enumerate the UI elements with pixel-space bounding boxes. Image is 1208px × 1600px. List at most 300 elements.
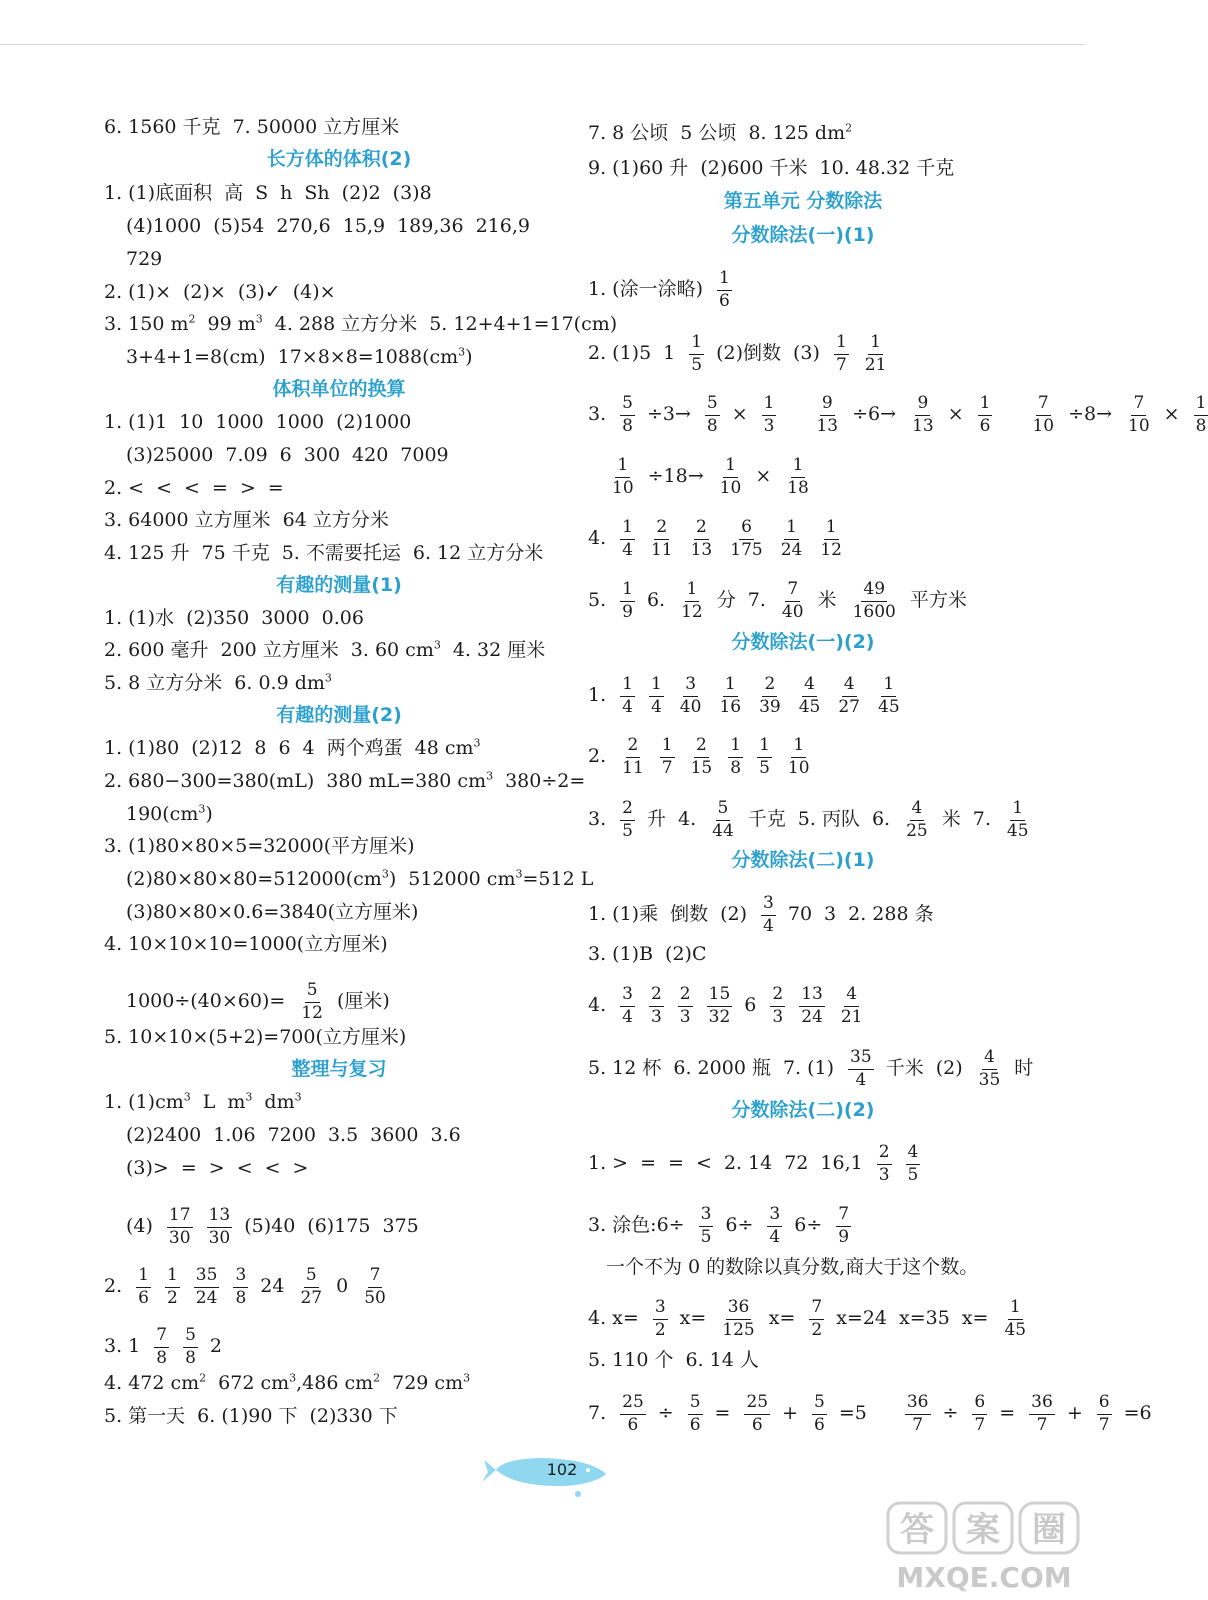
answer-text: 2. 288 条 <box>848 903 934 926</box>
fraction <box>610 456 636 498</box>
fraction <box>620 799 635 841</box>
answer-text: 6. 2000 瓶 <box>673 1057 771 1080</box>
answer-text: (2)12 <box>191 737 243 759</box>
denominator: 6 <box>719 290 730 311</box>
answer-text: Sh <box>304 182 330 204</box>
section-heading: 有趣的测量(2) <box>276 704 402 726</box>
numerator: 1 <box>717 269 732 291</box>
answer-line <box>588 799 1031 841</box>
denominator: 6 <box>689 1414 701 1435</box>
section-heading: 分数除法(二)(1) <box>731 849 875 871</box>
answer-text: 2. < <box>104 477 145 499</box>
denominator: 3 <box>763 415 775 436</box>
answer-line <box>104 1407 398 1426</box>
fraction <box>717 675 743 717</box>
answer-text: ÷ <box>657 1402 674 1425</box>
answer-line <box>588 1048 1033 1090</box>
answer-line <box>588 333 888 375</box>
fraction <box>620 985 635 1027</box>
fraction <box>905 1393 931 1435</box>
answer-text: 2. 600 毫升 <box>104 639 209 661</box>
numerator: 1 <box>791 736 806 758</box>
denominator: 10 <box>612 477 634 498</box>
answer-text: 729 <box>126 248 163 270</box>
answer-text: + <box>782 1402 799 1425</box>
denominator: 13 <box>912 415 934 436</box>
answer-text: = <box>267 477 284 499</box>
numerator: 17 <box>167 1206 193 1228</box>
watermark-char-1: 答 <box>900 1510 934 1550</box>
answer-text: 3. 1 <box>104 1335 141 1358</box>
answer-text: 平方米 <box>909 589 967 612</box>
fraction <box>779 518 805 560</box>
answer-line <box>104 1326 222 1368</box>
fraction <box>757 675 783 717</box>
fraction <box>836 675 862 717</box>
numerator: 1 <box>1008 1298 1023 1320</box>
answer-text: (厘米) <box>336 990 390 1013</box>
answer-text: x=24 <box>836 1307 888 1330</box>
section-heading: 分数除法(一)(2) <box>731 631 875 653</box>
answer-text: 6. 1560 千克 <box>104 116 221 138</box>
answer-text: 6. <box>871 808 891 831</box>
answer-text: 380 mL=380 $cm^3$ <box>326 769 494 792</box>
answer-text: 48 $cm^3$ <box>414 736 481 759</box>
numerator: 7 <box>809 1298 824 1320</box>
numerator: 1 <box>834 333 849 355</box>
answer-text: = <box>714 1402 731 1425</box>
answer-text: 380÷2= <box>505 770 586 792</box>
denominator: 15 <box>690 757 713 778</box>
denominator: 11 <box>650 539 673 560</box>
answer-text: < <box>236 1157 253 1179</box>
answer-line <box>104 312 618 335</box>
answer-text: $(2)80\times 80\times 80=512000(cm^3)$ <box>126 867 397 890</box>
answer-text: 6. 0.9 $dm^3$ <box>234 671 332 694</box>
answer-text: h <box>280 182 293 204</box>
numerator: 2 <box>654 518 669 540</box>
answer-text: 5. 8 立方分米 <box>104 672 223 694</box>
answer-text: $17\times 8\times 8=1088(cm^3)$ <box>277 345 473 368</box>
answer-text: 7. <box>972 808 991 831</box>
denominator: 45 <box>1004 1319 1027 1340</box>
fraction <box>1126 394 1152 436</box>
fraction <box>910 394 936 436</box>
answer-text: > <box>239 477 256 499</box>
section-heading: 分数除法(二)(2) <box>731 1099 875 1121</box>
denominator: 2 <box>166 1287 178 1308</box>
answer-line <box>588 1298 1028 1340</box>
denominator: 18 <box>787 477 809 498</box>
answer-text: 7. 50000 立方厘米 <box>232 116 400 138</box>
numerator: 6 <box>739 518 754 540</box>
answer-text: 75 千克 <box>201 542 270 564</box>
answer-text: 3.6 <box>430 1124 461 1146</box>
answer-text: 6. (1)90 下 <box>197 1405 298 1427</box>
denominator: 5 <box>691 354 703 375</box>
fraction <box>1002 1298 1028 1340</box>
answer-text: 千克 <box>747 808 786 831</box>
fraction <box>762 394 777 436</box>
watermark-logo <box>882 1499 1087 1594</box>
answer-text: 1. (1)80 <box>104 737 180 759</box>
answer-text: 倒数 <box>670 903 709 926</box>
denominator: 10 <box>719 477 742 498</box>
answer-line <box>104 413 411 432</box>
numerator: 15 <box>707 985 733 1007</box>
answer-text: 分 <box>716 589 736 612</box>
numerator: 1 <box>1194 394 1208 416</box>
numerator: 1 <box>649 675 664 697</box>
denominator: 175 <box>730 539 763 560</box>
fraction <box>780 580 806 622</box>
watermark-char-3: 圈 <box>1032 1510 1066 1550</box>
answer-text: 189,36 <box>397 215 464 237</box>
answer-text: (2)350 <box>186 607 250 629</box>
answer-text: = <box>640 1152 657 1175</box>
answer-line <box>126 250 162 269</box>
answer-text: (3) <box>793 342 820 365</box>
numerator: 1 <box>620 675 635 697</box>
numerator: 1 <box>881 675 896 697</box>
answer-text: 7. 8 公顷 <box>588 122 669 144</box>
denominator: 45 <box>1006 820 1029 841</box>
answer-line <box>104 736 481 759</box>
numerator: 2 <box>877 1143 892 1165</box>
fraction <box>757 736 772 778</box>
denominator: 10 <box>1032 415 1055 436</box>
fraction <box>972 1393 987 1435</box>
denominator: 5 <box>622 820 633 841</box>
fraction <box>1029 1393 1055 1435</box>
answer-line <box>104 1371 471 1394</box>
answer-text: (4)× <box>292 281 336 303</box>
answer-line <box>588 985 864 1027</box>
answer-text: 1. (1)1 <box>104 411 168 433</box>
denominator: 13 <box>690 539 713 560</box>
answer-text: 2 <box>209 1335 223 1358</box>
answer-text: 4. 288 立方分米 <box>274 313 418 335</box>
answer-text: 7.09 <box>225 444 268 466</box>
fraction <box>620 1393 646 1435</box>
answer-line <box>104 1028 406 1047</box>
fraction <box>744 1393 770 1435</box>
answer-line <box>126 802 213 825</box>
fraction <box>978 394 993 436</box>
fraction <box>298 1266 324 1308</box>
fraction <box>299 981 325 1023</box>
fraction <box>167 1206 193 1248</box>
numerator: 35 <box>848 1048 874 1070</box>
answer-text: $190(cm^3)$ <box>126 802 213 825</box>
fraction <box>620 675 635 717</box>
watermark-char-2: 案 <box>966 1510 1000 1550</box>
numerator: 1 <box>784 518 799 540</box>
denominator: 7 <box>835 354 847 375</box>
fraction <box>649 518 675 560</box>
answer-text: 5. 12+4+1=17(cm) <box>429 313 618 335</box>
numerator: 9 <box>820 394 835 416</box>
numerator: 1 <box>791 456 806 478</box>
answer-text: × <box>731 403 748 426</box>
answer-line <box>126 1206 419 1248</box>
numerator: 3 <box>699 1205 714 1227</box>
answer-text: (4)1000 <box>126 215 202 237</box>
answer-text: S <box>255 182 269 204</box>
numerator: 1 <box>757 736 772 758</box>
answer-text: (3)80×80×0.6=3840(立方厘米) <box>126 901 419 923</box>
section-heading: 体积单位的换算 <box>272 378 406 400</box>
fraction <box>233 1266 248 1308</box>
answer-text: 高 <box>224 182 244 204</box>
answer-text: (2)600 千米 <box>700 157 808 179</box>
answer-text: 3 <box>824 903 837 926</box>
answer-text: 时 <box>1014 1057 1034 1080</box>
numerator: 6 <box>972 1393 987 1415</box>
section-heading: 长方体的体积(2) <box>266 148 412 170</box>
denominator: 9 <box>622 601 633 622</box>
answer-text: 1000 <box>215 411 264 433</box>
answer-line <box>126 867 594 890</box>
denominator: 12 <box>681 601 703 622</box>
fraction <box>689 518 715 560</box>
answer-text: < <box>264 1157 281 1179</box>
answer-line <box>588 1143 920 1185</box>
denominator: 6 <box>138 1287 149 1308</box>
fraction <box>688 1393 703 1435</box>
answer-line <box>104 283 336 302</box>
denominator: 16 <box>719 696 742 717</box>
numerator: 4 <box>802 675 817 697</box>
denominator: 5 <box>759 757 770 778</box>
denominator: 4 <box>763 915 774 936</box>
answer-text: 5. 10×10×(5+2)=700(立方厘米) <box>104 1026 407 1048</box>
denominator: 4 <box>769 1226 781 1247</box>
denominator: 4 <box>622 539 633 560</box>
numerator: 3 <box>761 894 776 916</box>
denominator: 2 <box>654 1319 666 1340</box>
denominator: 35 <box>978 1069 1001 1090</box>
answer-line <box>126 981 390 1023</box>
denominator: 21 <box>840 1006 863 1027</box>
denominator: 8 <box>706 415 718 436</box>
answer-line <box>104 671 332 694</box>
numerator: 1 <box>762 394 777 416</box>
fraction <box>785 456 811 498</box>
numerator: 4 <box>910 799 925 821</box>
answer-text: 4. 10×10×10=1000(立方厘米) <box>104 933 388 955</box>
denominator: 1600 <box>852 601 896 622</box>
answer-text: (3)25000 <box>126 444 214 466</box>
denominator: 44 <box>712 820 734 841</box>
fraction <box>689 736 715 778</box>
answer-line <box>588 736 812 778</box>
denominator: 2 <box>811 1319 823 1340</box>
answer-text: 2. (1)× <box>104 281 172 303</box>
answer-text: < <box>695 1152 712 1175</box>
denominator: 9 <box>838 1226 850 1247</box>
answer-text: 米 <box>941 808 961 831</box>
answer-text: × <box>947 403 964 426</box>
fraction <box>1030 394 1056 436</box>
denominator: 7 <box>974 1414 986 1435</box>
answer-text: 3. (1)B <box>588 943 654 965</box>
numerator: 5 <box>620 394 635 416</box>
answer-line <box>104 479 284 498</box>
fraction <box>699 1205 714 1247</box>
answer-text: < <box>184 477 200 499</box>
denominator: 27 <box>300 1287 323 1308</box>
section-heading: 分数除法(一)(1) <box>731 224 875 246</box>
fraction <box>863 333 889 375</box>
numerator: 1 <box>620 518 635 540</box>
answer-text: 6. 14 人 <box>685 1349 759 1371</box>
numerator: 13 <box>207 1206 233 1228</box>
answer-line <box>588 580 967 622</box>
answer-text: ÷6→ <box>852 403 897 426</box>
fraction <box>834 333 849 375</box>
numerator: 1 <box>620 580 635 602</box>
fraction <box>977 1048 1003 1090</box>
answer-text: ÷3→ <box>646 403 691 426</box>
fraction <box>620 736 646 778</box>
answer-text: 6. 12 立方分米 <box>412 542 544 564</box>
numerator: 1 <box>868 333 883 355</box>
answer-line <box>588 945 707 964</box>
answer-line <box>104 837 415 856</box>
answer-text: 1. (1)水 <box>104 607 175 629</box>
answer-text: (5)54 <box>213 215 265 237</box>
denominator: 24 <box>801 1006 823 1027</box>
fraction <box>848 1048 874 1090</box>
numerator: 1 <box>978 394 993 416</box>
answer-text: (2) <box>935 1057 963 1080</box>
numerator: 3 <box>653 1298 668 1320</box>
fraction <box>1005 799 1031 841</box>
answer-text: 420 <box>352 444 389 466</box>
fraction <box>814 394 840 436</box>
fraction <box>653 1298 668 1340</box>
fraction <box>877 1143 892 1185</box>
answer-text: ÷18→ <box>647 465 704 488</box>
answer-text: 1. $(1)cm^3$ <box>104 1090 191 1113</box>
answer-line <box>588 269 732 311</box>
denominator: 12 <box>820 539 842 560</box>
answer-text: = <box>180 1157 197 1179</box>
answer-text: 70 <box>787 903 813 926</box>
denominator: 8 <box>730 757 742 778</box>
answer-line <box>126 1159 308 1178</box>
numerator: 7 <box>368 1266 383 1288</box>
numerator: 1 <box>660 736 675 758</box>
answer-text: (3)> <box>126 1157 169 1179</box>
answer-text: × <box>755 465 772 488</box>
denominator: 6 <box>814 1414 825 1435</box>
numerator: 1 <box>136 1266 151 1288</box>
denominator: 24 <box>780 539 803 560</box>
numerator: 1 <box>685 580 700 602</box>
answer-line <box>588 1393 1152 1435</box>
denominator: 32 <box>708 1006 731 1027</box>
answer-text: (5)40 <box>244 1215 296 1238</box>
answer-line <box>588 894 934 936</box>
numerator: 13 <box>799 985 825 1007</box>
answer-line <box>104 769 586 792</box>
answer-text: 3600 <box>370 1124 419 1146</box>
answer-text: (3)8 <box>392 182 432 204</box>
section-heading: 第五单元 分数除法 <box>723 190 883 212</box>
answer-text: 200 立方厘米 <box>220 639 339 661</box>
denominator: 125 <box>722 1319 755 1340</box>
fraction <box>660 736 675 778</box>
answer-text: 7200 <box>267 1124 316 1146</box>
denominator: 6 <box>627 1414 639 1435</box>
denominator: 5 <box>907 1164 919 1185</box>
answer-text: 1 <box>663 342 676 365</box>
answer-text: 0 <box>336 1275 349 1298</box>
answer-text: 3+4+1=8(cm) <box>126 346 266 368</box>
answer-text: 300 <box>303 444 341 466</box>
answer-text: 0.06 <box>321 607 364 629</box>
numerator: 2 <box>762 675 777 697</box>
fraction <box>767 1205 782 1247</box>
denominator: 8 <box>1195 415 1207 436</box>
fraction <box>678 985 693 1027</box>
numerator: 9 <box>915 394 930 416</box>
answer-text: 4. 32 厘米 <box>452 639 546 661</box>
denominator: 3 <box>772 1006 784 1027</box>
numerator: 1 <box>689 333 704 355</box>
answer-text: $dm^3$ <box>264 1090 302 1113</box>
fraction <box>649 985 664 1027</box>
answer-line <box>588 518 844 560</box>
answer-text: x=35 <box>899 1307 950 1330</box>
fraction <box>809 1298 824 1340</box>
answer-text: 3. (1)80×80×5=32000(平方厘米) <box>104 835 415 857</box>
denominator: 5 <box>700 1226 712 1247</box>
answer-text: = <box>999 1402 1016 1425</box>
answer-text: 1. <box>588 684 607 707</box>
denominator: 7 <box>1036 1414 1048 1435</box>
answer-text: 3. <box>588 808 607 831</box>
answer-text: × <box>1163 403 1180 426</box>
answer-text: 375 <box>382 1215 419 1238</box>
denominator: 6 <box>979 415 991 436</box>
denominator: 4 <box>855 1069 867 1090</box>
denominator: 10 <box>787 757 810 778</box>
answer-line <box>104 1266 388 1308</box>
denominator: 21 <box>864 354 887 375</box>
answer-text: =5 <box>838 1402 867 1425</box>
numerator: 6 <box>1097 1393 1112 1415</box>
answer-text: 5. <box>588 589 607 612</box>
answer-line <box>588 121 853 144</box>
answer-text: 8 <box>254 737 267 759</box>
answer-line <box>588 675 902 717</box>
numerator: 36 <box>1029 1393 1055 1415</box>
answer-text: 4. 472 $cm^2$ <box>104 1371 207 1394</box>
numerator: 2 <box>620 799 635 821</box>
answer-text: 6÷ <box>794 1214 823 1237</box>
answer-line <box>104 511 389 530</box>
numerator: 5 <box>688 1393 703 1415</box>
fraction <box>620 518 635 560</box>
answer-line <box>104 184 432 203</box>
numerator: 2 <box>626 736 641 758</box>
answer-text: > <box>292 1157 309 1179</box>
answer-text: = <box>668 1152 684 1175</box>
fraction <box>904 799 930 841</box>
